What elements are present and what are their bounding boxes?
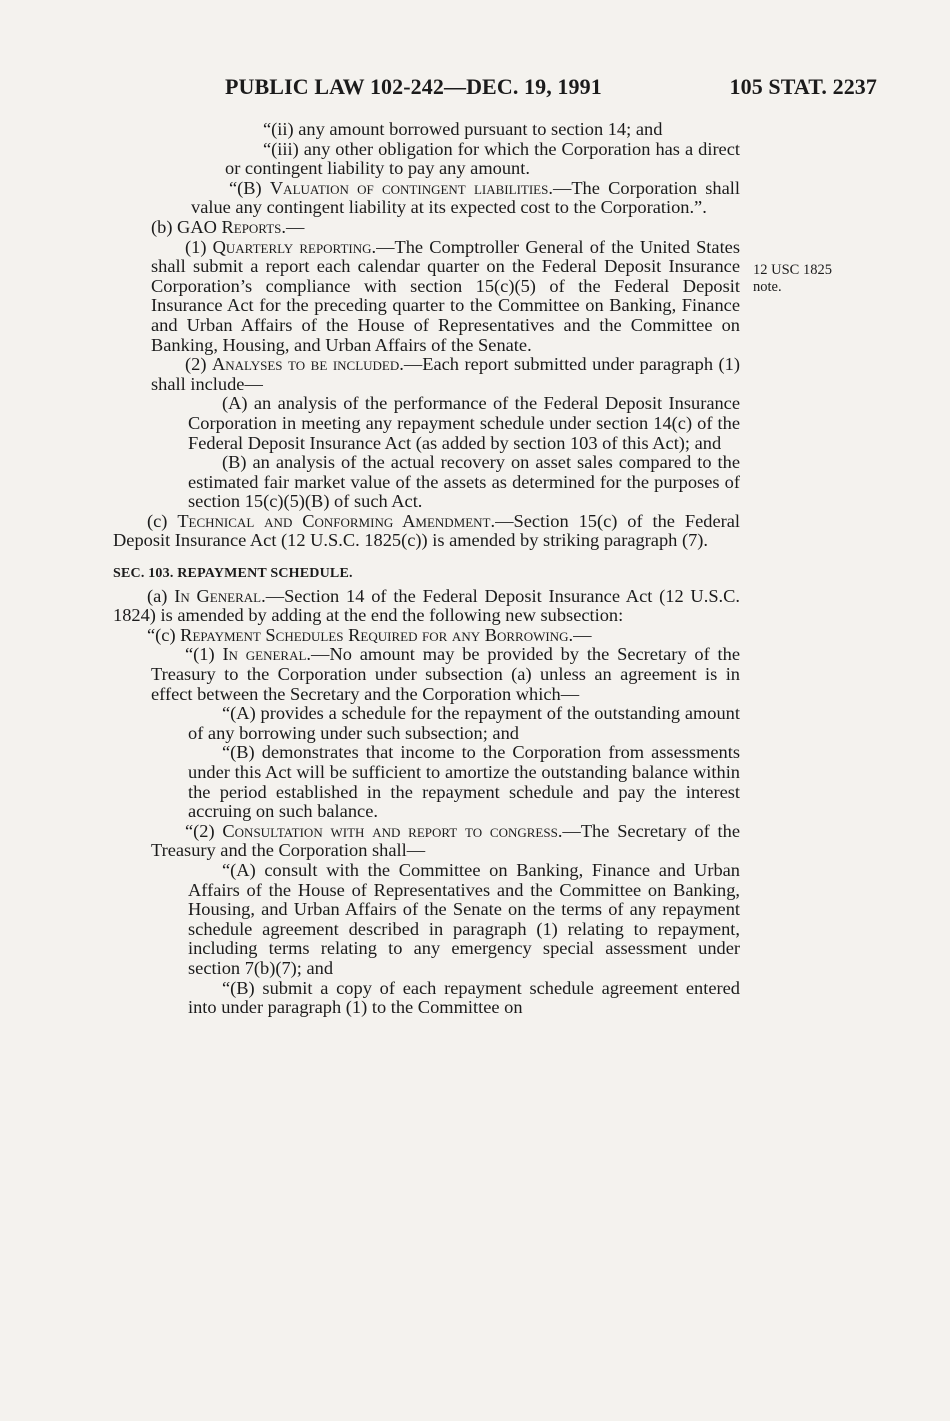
page-header: [225, 74, 877, 104]
heading: Analyses to be included.: [212, 354, 404, 375]
subparagraph-b-income: “(B) demonstrates that income to the Corporation from assessments under this Act will be sufficient to amortize the outstanding balance within the period established in the repayment schedule and pay the interest accruing on such balance.: [188, 742, 740, 822]
heading: Valuation of contingent liabilities.: [269, 177, 553, 198]
margin-note: [753, 262, 832, 296]
label: “(c): [147, 624, 181, 645]
paragraph-1-quarterly-reporting: [113, 238, 740, 356]
margin-note-suffix: note.: [753, 279, 782, 295]
label: (2): [185, 354, 212, 375]
heading: Repayment Schedules Required for any Borrowing.: [180, 624, 574, 645]
subparagraph-b-valuation: [113, 179, 740, 218]
heading: In General.: [174, 585, 266, 606]
subsection-a-in-general: [113, 587, 740, 626]
text: —The Comptroller General of the United States shall submit a report each calendar quarter on the Federal Deposit Insurance Corporation’s compliance with section 15(c)(5) of the Federal Deposit Insurance Act for the preceding quarter to the Committee on Banking, Finance and Urban Affairs of the House of Representatives and the Committee on Banking, Housing, and Urban Affairs of the Senate.: [151, 236, 740, 355]
document-body: [113, 120, 740, 1018]
subparagraph-b-submit: “(B) submit a copy of each repayment schedule agreement entered into under paragraph (1) to the Committee on: [188, 977, 740, 1018]
paragraph-2-analyses: [113, 355, 740, 394]
margin-note-citation: 12 USC 1825: [753, 262, 832, 278]
subparagraph-a-consult: “(A) consult with the Committee on Banking, Finance and Urban Affairs of the House of Representatives and the Committee on Banking, Housing, and Urban Affairs of the Senate on the terms of any repayment schedule agreement described in paragraph (1) relating to repayment, including terms relating to any emergency special assessment under section 7(b)(7); and: [188, 859, 740, 978]
subsection-c-repayment: [113, 626, 740, 646]
clause-iii: “(iii) any other obligation for which the Corporation has a direct or contingent liability to pay any amount.: [225, 138, 740, 179]
text: —No amount may be provided by the Secretary of the Treasury to the Corporation under subsection (a) unless an agreement is in effect between the Secretary and the Corporation which—: [151, 644, 740, 704]
label: (1): [185, 236, 213, 257]
subparagraph-a-analysis: (A) an analysis of the performance of the Federal Deposit Insurance Corporation in meeting any repayment schedule under section 14(c) of the Federal Deposit Insurance Act (as added by section 103 of this Act); and: [188, 393, 740, 453]
heading: In general.: [222, 644, 312, 665]
text: —: [285, 216, 305, 237]
text: —Each report submitted under paragraph (1) shall include—: [151, 354, 740, 394]
header-title: PUBLIC LAW 102-242—DEC. 19, 1991: [225, 74, 602, 99]
paragraph-1-in-general: [113, 645, 740, 704]
label: “(B): [229, 177, 270, 198]
label: (a): [147, 585, 175, 606]
clause-ii: “(ii) any amount borrowed pursuant to section 14; and: [263, 119, 663, 139]
heading: Technical and Conforming Amendment.: [177, 510, 496, 531]
subparagraph-b-analysis: (B) an analysis of the actual recovery on asset sales compared to the estimated fair market value of the assets as determined for the purposes of section 15(c)(5)(B) of such Act.: [188, 452, 740, 512]
subsection-c-technical: [113, 512, 740, 551]
text: —Section 15(c) of the Federal Deposit Insurance Act (12 U.S.C. 1825(c)) is amended by striking paragraph (7).: [113, 510, 740, 551]
label: “(2): [185, 820, 223, 841]
text: —The Corporation shall value any contingent liability at its expected cost to the Corporation.”.: [191, 177, 740, 218]
label: (c): [147, 510, 178, 531]
header-page-number: 105 STAT. 2237: [729, 74, 877, 99]
text: —Section 14 of the Federal Deposit Insurance Act (12 U.S.C. 1824) is amended by adding at the end the following new subsection:: [113, 585, 741, 626]
label: “(1): [185, 644, 223, 665]
subsection-b-gao-reports: [113, 218, 740, 238]
heading: Reports.: [221, 216, 286, 237]
paragraph-2-consultation: [113, 822, 740, 861]
section-heading: SEC. 103. REPAYMENT SCHEDULE.: [113, 566, 353, 582]
subparagraph-a-schedule: “(A) provides a schedule for the repayment of the outstanding amount of any borrowing under such subsection; and: [188, 703, 740, 743]
text: —The Secretary of the Treasury and the Corporation shall—: [151, 820, 740, 861]
text: —: [573, 624, 592, 645]
label: (b) GAO: [151, 216, 222, 237]
heading: Consultation with and report to congress.: [222, 820, 563, 841]
heading: Quarterly reporting.: [212, 236, 377, 257]
